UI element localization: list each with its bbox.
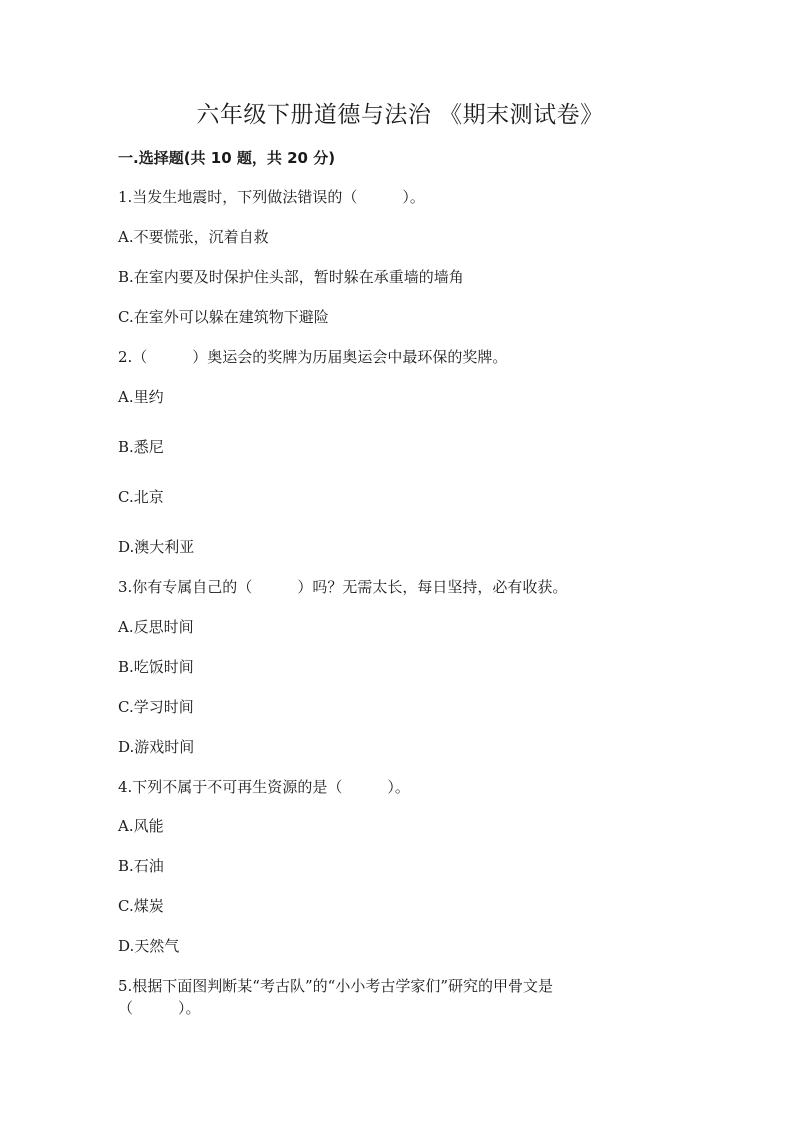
question-4-option-a: A.风能 — [118, 817, 164, 835]
question-5-stem-continuation: （ ）。 — [118, 999, 201, 1017]
question-3-option-d: D.游戏时间 — [118, 738, 195, 756]
question-5-stem: 5.根据下面图判断某“考古队”的“小小考古学家们”研究的甲骨文是 — [118, 977, 553, 995]
question-2-option-b: B.悉尼 — [118, 438, 164, 456]
question-2-option-c: C.北京 — [118, 488, 164, 506]
exam-title: 六年级下册道德与法治 《期末测试卷》 — [196, 102, 604, 128]
question-4-stem: 4.下列不属于不可再生资源的是（ ）。 — [118, 778, 410, 796]
question-2-stem: 2.（ ）奥运会的奖牌为历届奥运会中最环保的奖牌。 — [118, 348, 508, 366]
question-1-option-c: C.在室外可以躲在建筑物下避险 — [118, 308, 329, 326]
question-4-option-c: C.煤炭 — [118, 897, 164, 915]
question-3-option-a: A.反思时间 — [118, 618, 194, 636]
question-4-option-d: D.天然气 — [118, 937, 180, 955]
question-2-option-d: D.澳大利亚 — [118, 538, 195, 556]
section-heading: 一.选择题(共 10 题，共 20 分) — [118, 149, 336, 167]
question-1-option-b: B.在室内要及时保护住头部，暂时躲在承重墙的墙角 — [118, 268, 464, 286]
question-4-option-b: B.石油 — [118, 857, 164, 875]
question-2-option-a: A.里约 — [118, 388, 164, 406]
question-1-stem: 1.当发生地震时，下列做法错误的（ ）。 — [118, 188, 425, 206]
question-3-stem: 3.你有专属自己的（ ）吗？无需太长，每日坚持，必有收获。 — [118, 578, 568, 596]
question-3-option-b: B.吃饭时间 — [118, 658, 194, 676]
question-1-option-a: A.不要慌张，沉着自救 — [118, 228, 269, 246]
question-3-option-c: C.学习时间 — [118, 698, 194, 716]
